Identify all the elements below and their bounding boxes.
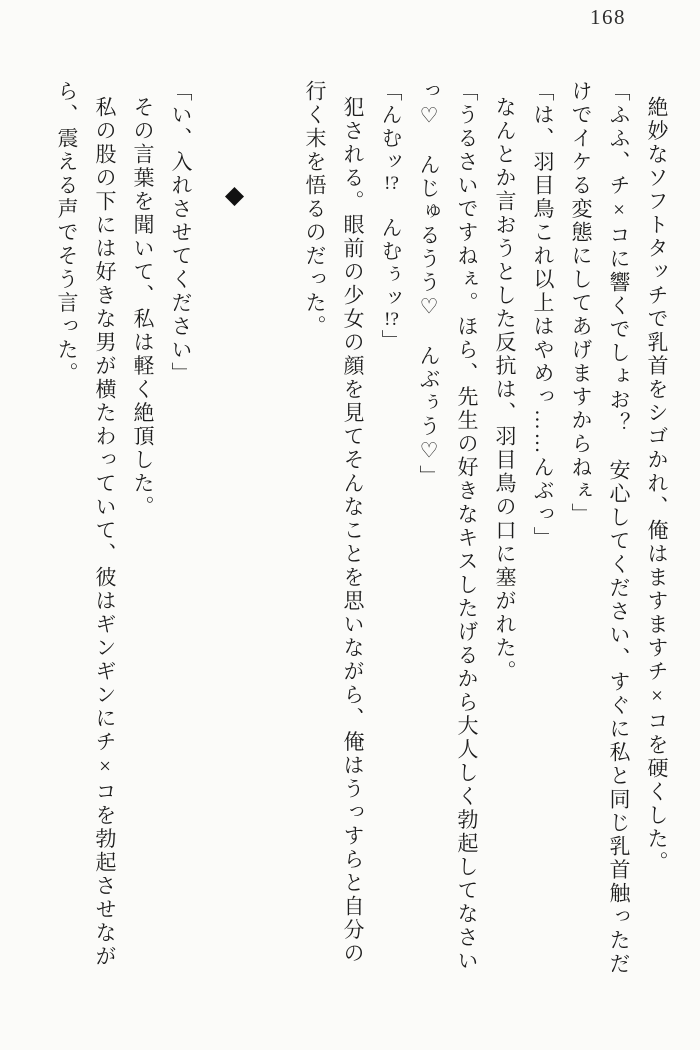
text-line-continuation: ら、震える声でそう言った。 [55, 80, 79, 386]
text-line-dialogue: 「は、羽目鳥これ以上はやめっ……んぶっ」 [531, 80, 555, 550]
text-line-dialogue: 「ふふ、チ×コに響くでしょお？ 安心してください、すぐに私と同じ乳首触っただ [607, 80, 631, 976]
text-line-dialogue: 「い、入れさせてください」 [169, 80, 193, 386]
text-line-narration: その言葉を聞いて、私は軽く絶頂した。 [131, 95, 155, 519]
text-line-continuation: 行く末を悟るのだった。 [303, 80, 327, 339]
tatechuyoko-exclamation-question: !? [384, 174, 399, 193]
text-line-continuation: っ♡ んじゅるうう♡ んぶぅう♡」 [417, 80, 441, 489]
text-line-narration: 絶妙なソフトタッチで乳首をシゴかれ、俺はますますチ×コを硬くした。 [645, 95, 669, 875]
text-block [48, 80, 676, 995]
page-number: 168 [590, 5, 626, 29]
text-line-narration: なんとか言おうとした反抗は、羽目鳥の口に塞がれた。 [493, 95, 517, 684]
text-line-continuation: けでイケる変態にしてあげますからねぇ」 [569, 80, 593, 527]
text-line-dialogue: 「んむッ!? んむぅッ!?」 [379, 80, 403, 353]
text-line-narration: 私の股の下には好きな男が横たわっていて、彼はギンギンにチ×コを勃起させなが [93, 95, 117, 969]
text-line-dialogue: 「うるさいですねぇ。ほら、先生の好きなキスしたげるから大人しく勃起してなさい [455, 80, 479, 973]
tatechuyoko-exclamation-question: !? [384, 310, 399, 330]
text-line-narration: 犯される。眼前の少女の顔を見てそんなことを思いながら、俺はうっすらと自分の [341, 95, 365, 966]
section-separator: ◆ [220, 180, 247, 209]
